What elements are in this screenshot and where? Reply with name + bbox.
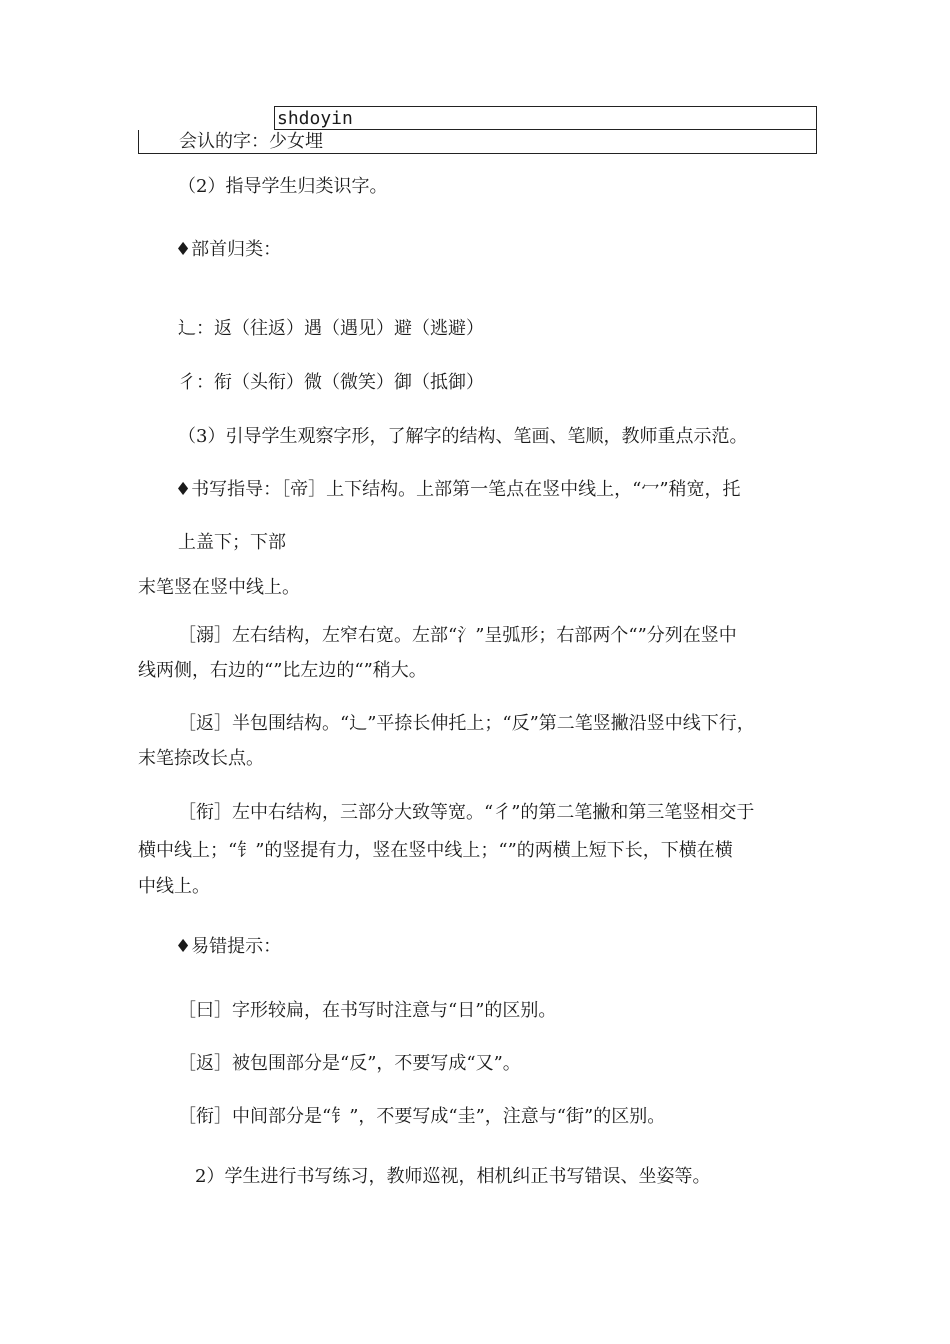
fan-line-2: 末笔捺改长点。 xyxy=(138,748,264,769)
tip-fan: ［返］被包围部分是“反”，不要写成“又”。 xyxy=(178,1053,521,1074)
recognize-cell xyxy=(138,130,817,154)
pinyin-text: shdoyin xyxy=(277,108,353,129)
writing-guide-line: ♦书写指导：［帝］上下结构。上部第一笔点在竖中线上，“冖”稍宽，托 xyxy=(175,479,741,500)
step-2-heading: （2）指导学生归类识字。 xyxy=(178,176,388,197)
writing-guide-cont: 上盖下；下部 xyxy=(178,532,286,553)
step-3-heading: （3）引导学生观察字形，了解字的结构、笔画、笔顺，教师重点示范。 xyxy=(178,426,748,447)
tip-yue: ［曰］字形较扁，在书写时注意与“日”的区别。 xyxy=(178,1000,557,1021)
ni-line-2: 线两侧，右边的“”比左边的“”稍大。 xyxy=(138,660,427,681)
xian-line-3: 中线上。 xyxy=(138,876,210,897)
xian-line-2: 横中线上；“钅”的竖提有力，竖在竖中线上；“”的两横上短下长，下横在横 xyxy=(138,840,733,861)
radical-chi-line: 彳：衔（头衔）微（微笑）御（抵御） xyxy=(178,372,484,393)
writing-guide-end: 末笔竖在竖中线上。 xyxy=(138,577,300,598)
ni-line-1: ［溺］左右结构，左窄右宽。左部“氵”呈弧形；右部两个“”分列在竖中 xyxy=(178,625,737,646)
radical-chuo-line: 辶：返（往返）遇（遇见）避（逃避） xyxy=(178,318,484,339)
xian-line-1: ［衔］左中右结构，三部分大致等宽。“彳”的第二笔撇和第三笔竖相交于 xyxy=(178,802,755,823)
error-tips-heading: ♦易错提示： xyxy=(175,936,282,957)
tip-xian: ［衔］中间部分是“钅”，不要写成“圭”，注意与“街”的区别。 xyxy=(178,1106,666,1127)
recognize-text: 会认的字：少女埋 xyxy=(179,131,323,152)
pinyin-cell xyxy=(274,106,817,130)
radical-heading: ♦部首归类： xyxy=(175,239,282,260)
fan-line-1: ［返］半包围结构。“辶”平捺长伸托上；“反”第二笔竖撇沿竖中线下行， xyxy=(178,713,755,734)
practice-line: 2）学生进行书写练习，教师巡视，相机纠正书写错误、坐姿等。 xyxy=(195,1166,711,1187)
